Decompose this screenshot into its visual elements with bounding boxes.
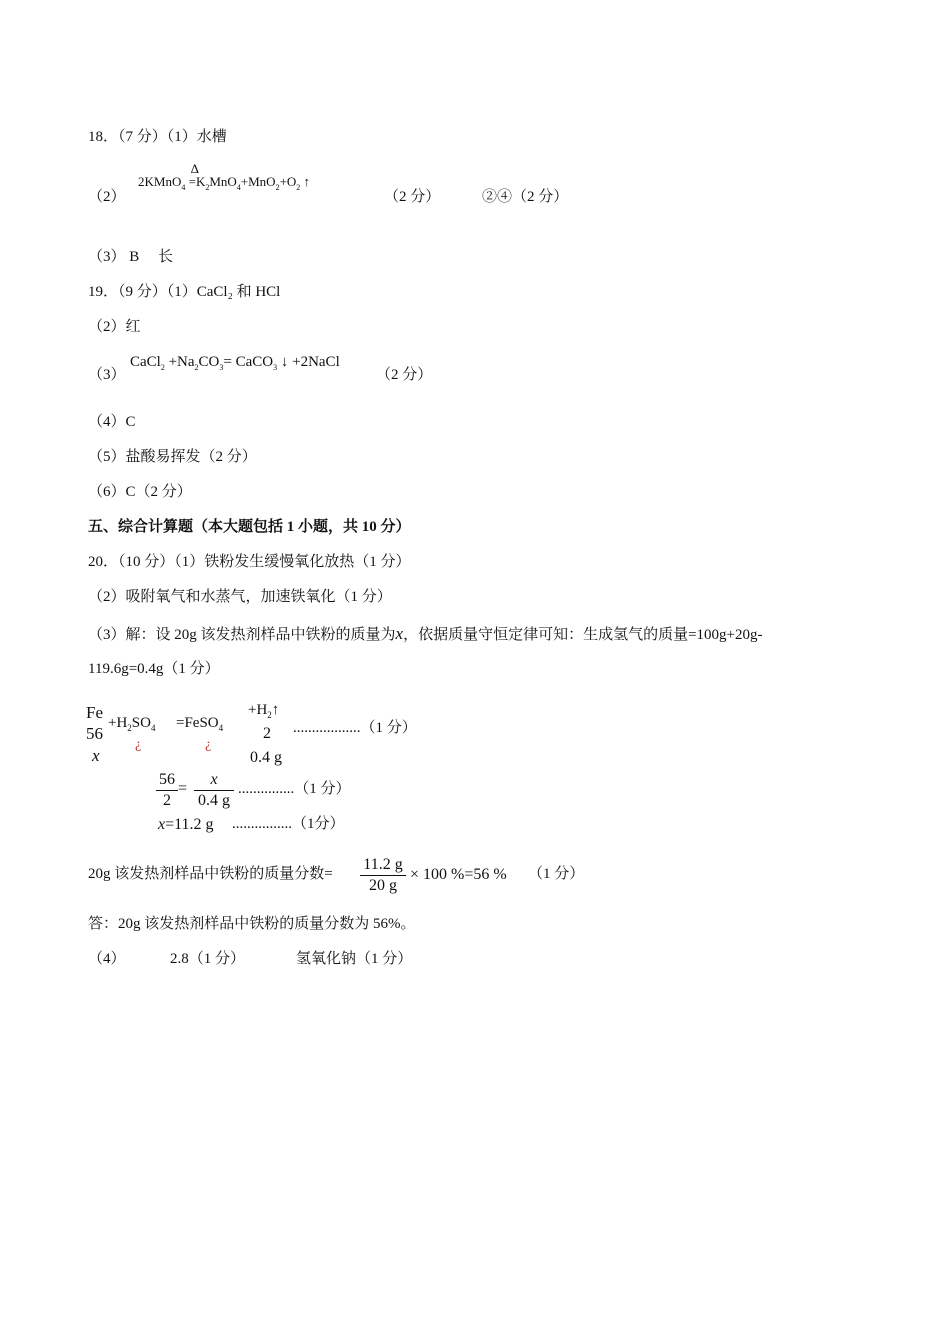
q19-part5: （5）盐酸易挥发（2 分） [88, 449, 257, 465]
q19-part3-label: （3） [88, 367, 126, 383]
eq-h2: $+H_2↑$ [248, 702, 280, 720]
eq-fe: Fe [86, 703, 103, 722]
q20-part4-answer-a: 2.8（1 分） [170, 951, 246, 967]
mass-fraction-prefix: 20g 该发热剂样品中铁粉的质量分数= [88, 866, 333, 882]
eq-dots-score: ..................（1 分） [293, 720, 417, 736]
q19-heading: 19．（9 分）（1）CaCl₂ 和 HCl [88, 284, 281, 300]
q20-part3-line1: （3）解：设 20g 该发热剂样品中铁粉的质量为x，依据质量守恒定律可知：生成氢气的质量=100g+20g- [88, 624, 763, 643]
eq-h2so4: $+H_2SO_4$ [108, 715, 156, 733]
q19-part3-score: （2 分） [376, 367, 433, 383]
ratio-left-fraction: 56 2 [156, 772, 178, 809]
eq-h2-mass-value: 0.4 g [250, 749, 282, 766]
mass-fraction-result: × 100 %=56 % [410, 866, 507, 883]
q18-kmno4-equation: 2KMnO$_4$ Δ $=K_2MnO_4+MnO_2+O_2$ ↑ [138, 161, 311, 192]
q18-part2-extra: ②④（2 分） [482, 189, 569, 205]
q18-part2-score: （2 分） [384, 189, 441, 205]
render-artifact-mark: ¿ [205, 737, 212, 752]
heat-symbol: Δ [190, 161, 199, 176]
solution-line: x=11.2 g [158, 816, 214, 833]
q20-part4-label: （4） [88, 951, 126, 967]
q18-part3: （3） B 长 [88, 249, 174, 265]
q19-part4: （4）C [88, 414, 136, 430]
eq-h2-mass: 2 [263, 725, 271, 742]
q18-heading: 18．（7 分）（1）水槽 [88, 129, 227, 145]
eq-x: x [92, 746, 100, 765]
eq-56: 56 [86, 724, 103, 743]
solution-dots-score: ................（1分） [232, 816, 345, 832]
mass-fraction-score: （1 分） [528, 866, 585, 882]
q20-part3-line2: 119.6g=0.4g（1 分） [88, 661, 220, 677]
q19-part6: （6）C（2 分） [88, 484, 192, 500]
q20-part4-answer-b: 氢氧化钠（1 分） [296, 951, 413, 967]
q19-cacl2-equation: CaCl$_2$ $+Na_2CO_3=$ CaCO$_3$ ↓ +2NaCl [130, 354, 340, 372]
q20-part2: （2）吸附氧气和水蒸气，加速铁氧化（1 分） [88, 589, 392, 605]
q19-part2: （2）红 [88, 319, 141, 335]
q18-part2-label: （2） [88, 189, 126, 205]
ratio-equals: = [178, 780, 188, 797]
answer-line: 答：20g 该发热剂样品中铁粉的质量分数为 56%。 [88, 916, 416, 932]
q20-heading: 20．（10 分）（1）铁粉发生缓慢氧化放热（1 分） [88, 554, 411, 570]
eq-feso4: =FeSO$_4$ [176, 715, 224, 733]
ratio-right-fraction: x 0.4 g [194, 772, 234, 809]
section5-heading: 五、综合计算题（本大题包括 1 小题，共 10 分） [88, 519, 411, 535]
ratio-dots-score: ...............（1 分） [238, 781, 351, 797]
render-artifact-mark: ¿ [135, 737, 142, 752]
mass-fraction: 11.2 g 20 g [360, 857, 406, 894]
